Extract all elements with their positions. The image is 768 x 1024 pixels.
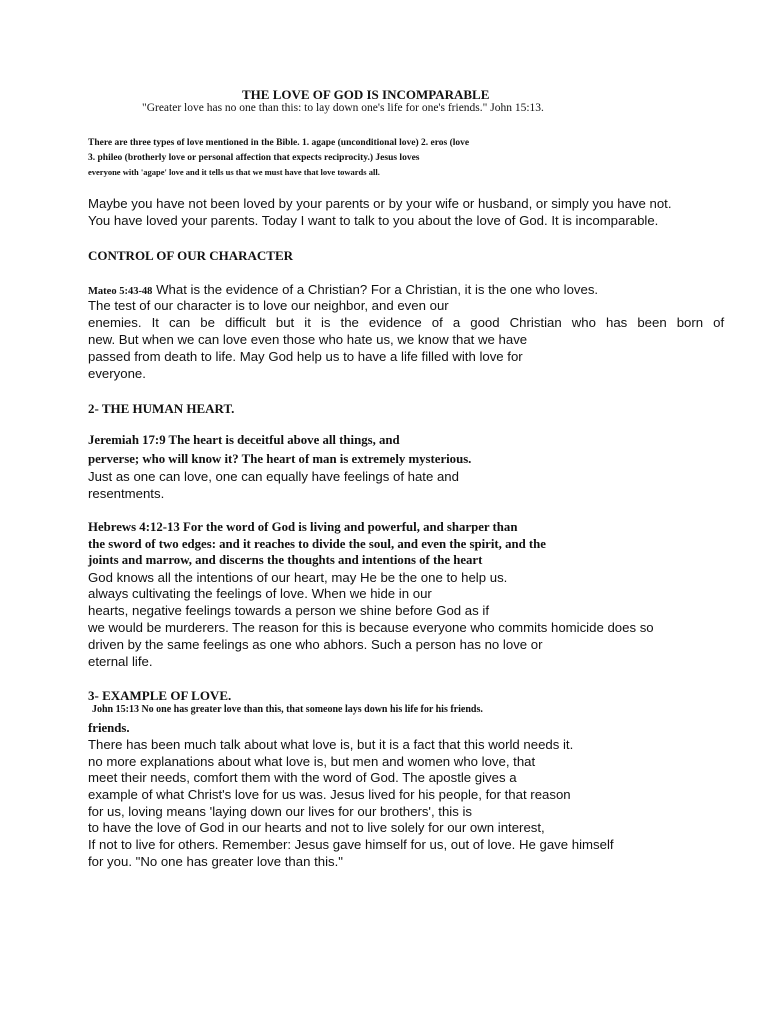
paragraph-line: always cultivating the feelings of love. When we hide in our (88, 586, 432, 601)
paragraph-line: new. But when we can love even those who hate us, we know that we have (88, 332, 528, 347)
verse-line: the sword of two edges: and it reaches to divide the soul, and even the spirit, and the (88, 537, 546, 551)
paragraph-line: for us, loving means 'laying down our lives for our brothers', this is (88, 804, 472, 819)
section-heading-character: CONTROL OF OUR CHARACTER (88, 248, 294, 263)
paragraph-line: The test of our character is to love our neighbor, and even our (88, 298, 449, 313)
section-heading-example: 3- EXAMPLE OF LOVE. (88, 688, 232, 703)
paragraph-line: eternal life. (88, 654, 153, 669)
paragraph-line: If not to live for others. Remember: Jesus gave himself for us, out of love. He gave himself (88, 837, 614, 852)
paragraph-line: example of what Christ's love for us was. Jesus lived for his people, for that reason (88, 787, 571, 802)
paragraph-line: for you. "No one has greater love than this." (88, 854, 343, 869)
scripture-ref: Mateo 5:43-48 (88, 286, 153, 297)
verse-word: friends. (88, 721, 130, 735)
verse-line: perverse; who will know it? The heart of man is extremely mysterious. (88, 452, 472, 466)
paragraph-line-justified: enemies. It can be difficult but it is the evidence of a good Christian who has been born of (88, 315, 725, 330)
verse-line: Hebrews 4:12-13 For the word of God is living and powerful, and sharper than (88, 520, 518, 534)
verse-line: joints and marrow, and discerns the thoughts and intentions of the heart (88, 553, 483, 567)
doc-title: THE LOVE OF GOD IS INCOMPARABLE (242, 87, 490, 102)
doc-subtitle: "Greater love has no one than this: to lay down one's life for one's friends." John 15:13. (142, 102, 544, 114)
section-heading-heart: 2- THE HUMAN HEART. (88, 401, 235, 416)
verse-line: Jeremiah 17:9 The heart is deceitful above all things, and (88, 433, 400, 447)
paragraph-line: You have loved your parents. Today I want to talk to you about the love of God. It is incomparable. (88, 213, 659, 228)
paragraph-line: to have the love of God in our hearts and not to live solely for our own interest, (88, 820, 545, 835)
paragraph-line: meet their needs, comfort them with the word of God. The apostle gives a (88, 770, 517, 785)
paragraph-line: no more explanations about what love is, but men and women who love, that (88, 754, 536, 769)
paragraph-text: What is the evidence of a Christian? For a Christian, it is the one who loves. (152, 282, 599, 297)
paragraph-line: resentments. (88, 486, 165, 501)
intro-line: 3. phileo (brotherly love or personal affection that expects reciprocity.) Jesus loves (88, 153, 420, 163)
paragraph-line: driven by the same feelings as one who abhors. Such a person has no love or (88, 637, 543, 652)
paragraph-line: we would be murderers. The reason for this is because everyone who commits homicide does so (88, 620, 654, 635)
paragraph-line: There has been much talk about what love is, but it is a fact that this world needs it. (88, 737, 574, 752)
paragraph-line: Maybe you have not been loved by your parents or by your wife or husband, or simply you have not. (88, 196, 672, 211)
intro-line: everyone with 'agape' love and it tells us that we must have that love towards all. (88, 167, 380, 177)
paragraph-line: everyone. (88, 366, 146, 381)
intro-line: There are three types of love mentioned in the Bible. 1. agape (unconditional love) 2. eros (love (88, 138, 470, 148)
paragraph-line: Just as one can love, one can equally have feelings of hate and (88, 469, 459, 484)
paragraph-line: God knows all the intentions of our heart, may He be the one to help us. (88, 570, 508, 585)
paragraph-line: passed from death to life. May God help us to have a life filled with love for (88, 349, 523, 364)
scripture-ref-line: John 15:13 No one has greater love than this, that someone lays down his life for his friends. (92, 704, 483, 715)
paragraph-line: hearts, negative feelings towards a person we shine before God as if (88, 603, 489, 618)
section1-first-line (88, 281, 598, 299)
